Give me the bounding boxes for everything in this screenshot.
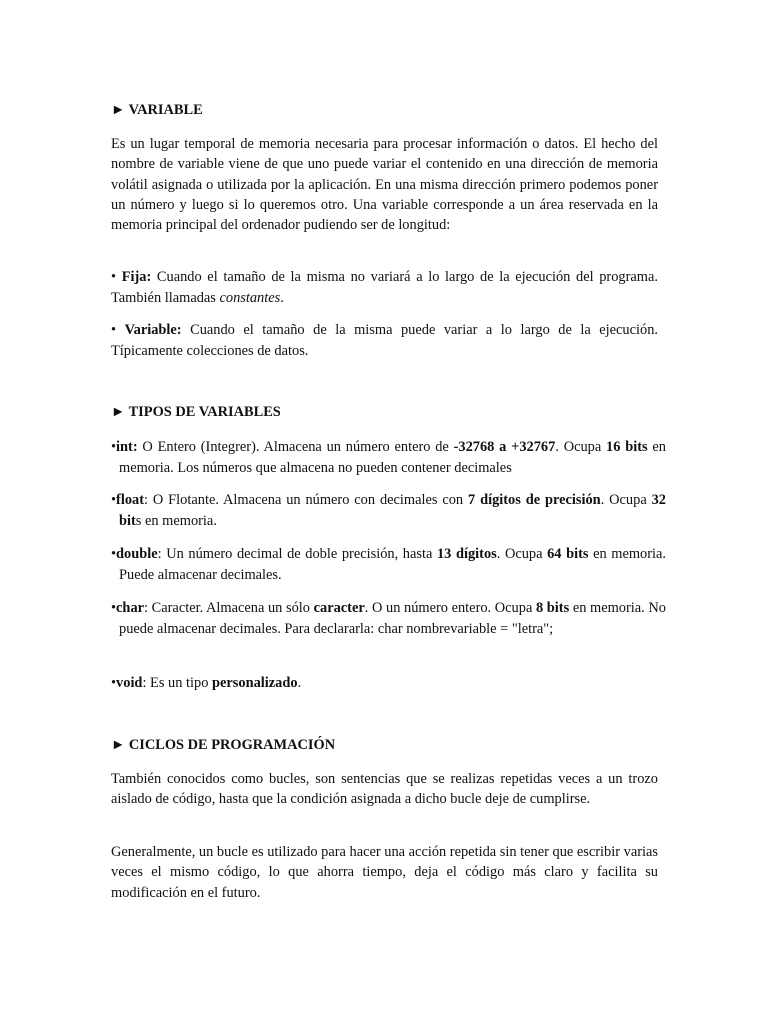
term-variable: Variable: — [124, 322, 182, 338]
term-void: void — [116, 675, 143, 691]
term-float: float — [116, 492, 145, 508]
list-item-int — [111, 437, 666, 479]
heading-tipos: ► TIPOS DE VARIABLES — [111, 404, 281, 420]
variable-text: Cuando el tamaño de la misma puede variar a lo largo de la ejecución. Típicamente colecciones de datos. — [111, 322, 658, 359]
fija-end: . — [280, 290, 284, 306]
int-range: -32768 a +32767 — [453, 439, 556, 455]
float-text-3: s en memoria. — [135, 513, 217, 529]
int-bits: 16 bits — [606, 439, 648, 455]
double-text-3: en memoria. Puede almacenar decimales. — [119, 546, 667, 583]
char-text-3: en memoria. No puede almacenar decimales. Para declararla: char nombrevariable = "letra"; — [119, 600, 666, 637]
paragraph-ciclos-1: También conocidos como bucles, son sentencias que se realizas repetidas veces a un trozo aislado de código, hasta que la condición asignada a dicho bucle deje de cumplirse. — [111, 771, 658, 808]
char-text-2: . O un número entero. Ocupa — [364, 600, 536, 616]
char-text-1: : Caracter. Almacena un sólo — [144, 600, 314, 616]
list-item-variable — [111, 320, 658, 362]
char-keyword: caracter — [313, 600, 365, 616]
double-precision: 13 dígitos — [436, 546, 497, 562]
list-item-double — [111, 544, 666, 586]
term-double: double — [116, 546, 158, 562]
bullet-mark: • — [111, 546, 117, 562]
void-text-2: . — [297, 675, 302, 691]
bullet-mark: • — [111, 492, 117, 508]
char-bits: 8 bits — [535, 600, 570, 616]
bullet-mark: • — [111, 600, 117, 616]
int-text-1: O Entero (Integrer). Almacena un número entero de — [137, 439, 454, 455]
double-text-1: : Un número decimal de doble precisión, hasta — [157, 546, 437, 562]
bullet-mark: • — [111, 675, 117, 691]
heading-ciclos: ► CICLOS DE PROGRAMACIÓN — [111, 737, 336, 753]
double-bits: 64 bits — [547, 546, 589, 562]
float-precision: 7 dígitos de precisión — [468, 492, 601, 508]
heading-variable: ► VARIABLE — [111, 102, 203, 118]
float-text-2: . Ocupa — [600, 492, 652, 508]
void-keyword: personalizado — [212, 675, 298, 691]
double-text-2: . Ocupa — [496, 546, 548, 562]
void-text-1: : Es un tipo — [142, 675, 213, 691]
float-text-1: : O Flotante. Almacena un número con decimales con — [144, 492, 468, 508]
int-text-3: en memoria. Los números que almacena no pueden contener decimales — [119, 439, 666, 476]
int-text-2: . Ocupa — [555, 439, 607, 455]
list-item-float — [111, 490, 666, 532]
fija-text: Cuando el tamaño de la misma no variará a lo largo de la ejecución del programa. También llamadas — [111, 269, 658, 306]
list-item-fija — [111, 267, 658, 309]
term-fija: Fija: — [121, 269, 152, 285]
paragraph-variable-intro: Es un lugar temporal de memoria necesaria para procesar información o datos. El hecho del nombre de variable viene de que uno puede variar el contenido en una dirección de memoria volátil asignada o utilizada por la aplicación. En una misma dirección primero podemos poner un número y luego si lo queremos otro. Una variable corresponde a un área reservada en la memoria principal del ordenador pudiendo ser de longitud: — [111, 136, 658, 234]
bullet-mark: • — [111, 269, 117, 285]
emph-constantes: constantes — [219, 290, 281, 306]
paragraph-ciclos-2: Generalmente, un bucle es utilizado para hacer una acción repetida sin tener que escribir varias veces el mismo código, lo que ahorra tiempo, deja el código más claro y facilita su modificación en el futuro. — [111, 844, 658, 901]
bullet-mark: • — [111, 322, 117, 338]
float-bits: 32 bit — [119, 492, 666, 529]
bullet-mark: • — [111, 439, 117, 455]
term-int: int: — [116, 439, 138, 455]
list-item-void — [111, 673, 666, 694]
list-item-char — [111, 598, 666, 640]
term-char: char — [116, 600, 145, 616]
